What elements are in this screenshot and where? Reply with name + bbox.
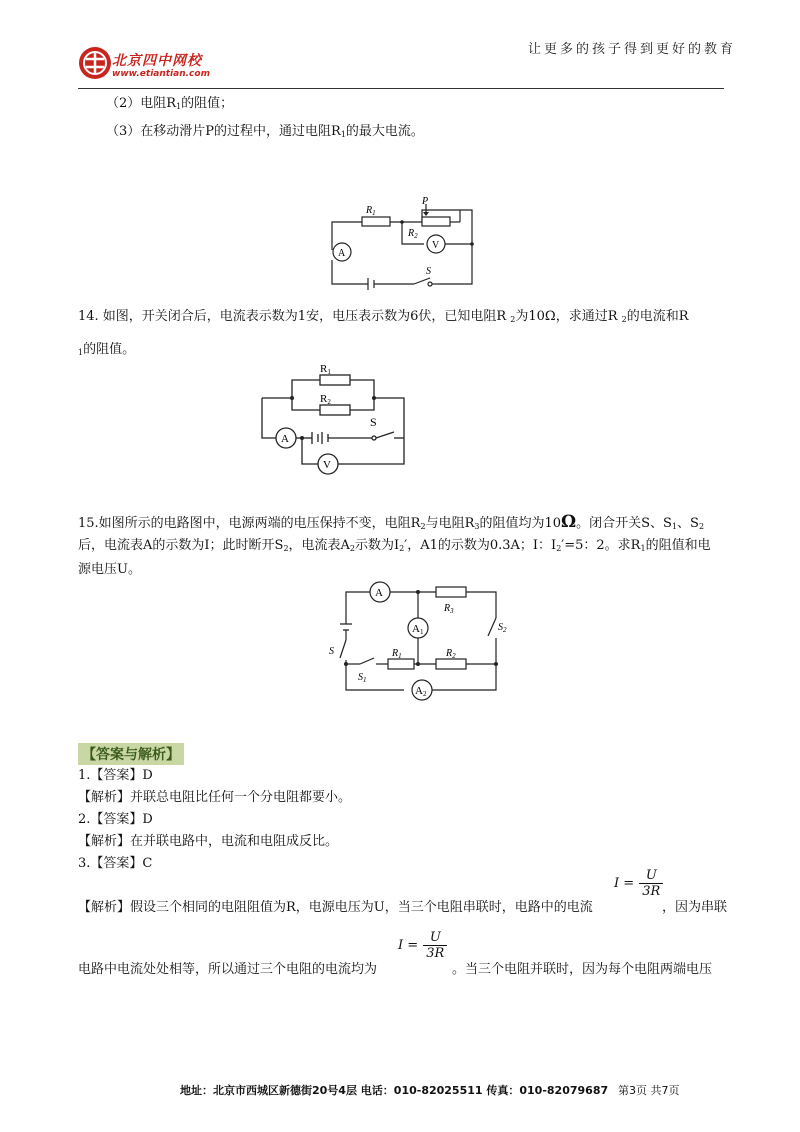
q15-label-s2: $S_2$ xyxy=(498,622,507,634)
q15-label-r2: $R_2$ xyxy=(446,648,456,660)
explanation-3-line2-end: 。当三个电阻并联时，因为每个电阻两端电压 xyxy=(452,962,713,977)
answer-1: 1.【答案】D xyxy=(78,768,153,783)
explanation-2: 【解析】在并联电路中，电流和电阻成反比。 xyxy=(78,834,339,849)
logo-name: 北京四中网校 xyxy=(112,53,202,69)
formula-lhs: I = xyxy=(614,876,635,891)
explanation-3-line1-end: ，因为串联 xyxy=(662,900,728,915)
q13-label-r1: $R_1$ xyxy=(366,205,376,217)
formula-fraction-2: $\frac{U}{3R}$ xyxy=(423,930,447,961)
q15-label-s: S xyxy=(329,646,334,657)
logo xyxy=(78,46,112,80)
q14-label-s: S xyxy=(370,415,377,429)
formula-current-each xyxy=(398,930,447,961)
q14-circuit-diagram xyxy=(256,360,412,478)
footer-page: 第3页 共7页 xyxy=(617,1084,680,1097)
q15-label-a2: A2 xyxy=(415,685,427,698)
q14-text-line2: $_1$的阻值。 xyxy=(78,342,136,357)
q13-label-s: S xyxy=(426,266,431,277)
q15-text-line1: 15.如图所示的电路图中，电源两端的电压保持不变，电阻$R_2$与电阻$R_3$的阻值均为10Ω。闭合开关S、$S_1$、$S_2$ xyxy=(78,512,705,532)
explanation-1: 【解析】并联总电阻比任何一个分电阻都要小。 xyxy=(78,790,352,805)
logo-url: www.etiantian.com xyxy=(112,69,210,79)
answer-3: 3.【答案】C xyxy=(78,856,153,871)
answer-2: 2.【答案】D xyxy=(78,812,153,827)
explanation-3-line1: 【解析】假设三个相同的电阻阻值为R，电源电压为U，当三个电阻串联时，电路中的电流 xyxy=(78,900,593,915)
q15-text-line2: 后，电流表A的示数为I；此时断开$S_2$，电流表$A_2$示数为$I_2'$，A1的示数为0.3A；I：$I_2'=5$：2。求$R_1$的阻值和电 xyxy=(78,538,711,553)
q13-label-p: P xyxy=(422,196,429,207)
explanation-3-line2: 电路中电流处处相等，所以通过三个电阻的电流均为 xyxy=(78,962,378,977)
q13-label-a: A xyxy=(338,248,346,259)
q15-label-r1: $R_1$ xyxy=(392,648,402,660)
formula-current-series xyxy=(614,868,663,899)
header-slogan: 让更多的孩子得到更好的教育 xyxy=(528,42,737,57)
footer xyxy=(180,1082,679,1098)
q13-item-3: （3）在移动滑片P的过程中，通过电阻$R_1$的最大电流。 xyxy=(106,124,424,139)
footer-address: 地址：北京市西城区新德街20号4层 电话：010-82025511 传真：010-82079687 xyxy=(180,1084,609,1097)
q14-label-r2: R2 xyxy=(320,393,331,406)
q13-label-r2: $R_2$ xyxy=(408,228,418,240)
q14-label-a: A xyxy=(281,433,289,445)
q15-label-r3: $R_3$ xyxy=(444,603,454,615)
logo-emblem-icon xyxy=(78,46,112,80)
q15-label-a1: A1 xyxy=(412,623,424,636)
formula-fraction: $\frac{U}{3R}$ xyxy=(639,868,663,899)
formula-lhs-2: I = xyxy=(398,938,419,953)
q14-label-r1: R1 xyxy=(320,363,331,376)
q15-label-s1: $S_1$ xyxy=(358,672,367,684)
q13-circuit-diagram xyxy=(326,196,486,292)
q13-item-2: （2）电阻$R_1$的阻值； xyxy=(106,96,234,111)
q14-label-v: V xyxy=(323,459,331,471)
q15-label-a: A xyxy=(375,587,383,599)
q15-text-line3: 源电压U。 xyxy=(78,562,141,577)
q14-text-line1: 14. 如图，开关闭合后，电流表示数为1安，电压表示数为6伏，已知电阻R $_2$为10Ω，求通过R $_2$的电流和R xyxy=(78,309,689,324)
answers-title: 【答案与解析】 xyxy=(78,743,184,765)
q13-label-v: V xyxy=(432,240,440,251)
header-divider xyxy=(78,88,724,89)
q15-circuit-diagram xyxy=(326,580,512,706)
